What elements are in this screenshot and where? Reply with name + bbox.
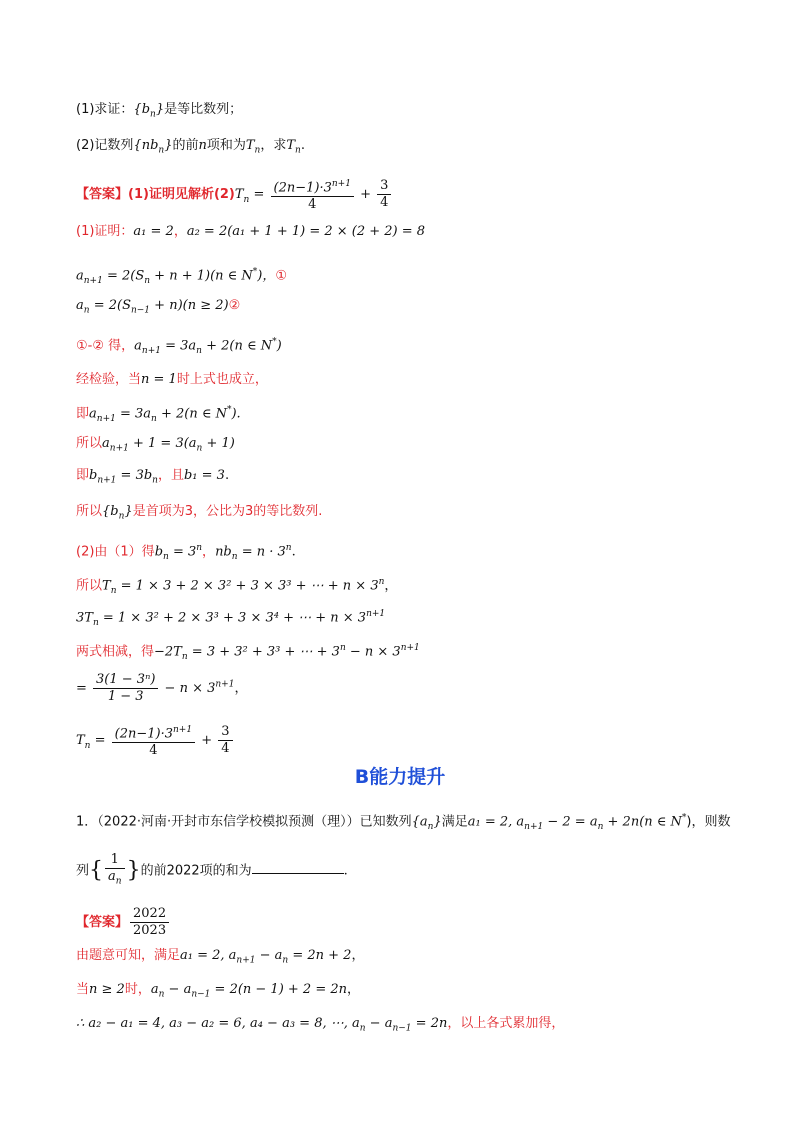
answer-2-fraction: $\frac{2022}{2023}$ — [130, 906, 169, 939]
q1-label: (1)求证： — [76, 102, 134, 117]
solution-part2-step-5: = $\frac{\text{3(1 − 3ⁿ)}}{1 - 3}$ − $n \times 3^{n+1}$， — [76, 672, 248, 704]
solution-step-9: 所以$\{b_n\}$是首项为3，公比为3的等比数列. — [76, 504, 323, 522]
solution-part2-result: $T_n$ = $\frac{(2n-1)\cdot 3^{n+1}}{4}$ + $\frac{3}{4}$ — [76, 722, 235, 759]
solution-step-3: $a_n = 2(S_{n-1} + n)(n$ ≥ 2)② — [76, 298, 241, 316]
problem-1-line-1: 1．（2022·河南·开封市东信学校模拟预测（理））已知数列$\{a_n\}$满足a₁ = 2, $a_{n+1} - 2 = a_n + 2n(n$ ∈ N*)，则数 — [76, 813, 731, 832]
solution-part2-step-3: $3T_n = 1 \times 3^2 + 2 \times 3^3 + 3 \times 3^4$ + ⋯ + $n \times 3^{n+1}$ — [76, 609, 386, 628]
solution-2-step-3: ∴ a₂ − a₁ = 4, a₃ − a₂ = 6, a₄ − a₃ = 8, ⋯, $a_n - a_{n-1} = 2n$，以上各式累加得， — [76, 1016, 565, 1034]
solution-2-step-2: 当n ≥ 2时，$a_n - a_{n-1} = 2(n - 1) + 2 = 2n$， — [76, 982, 361, 1000]
solution-2-step-1: 由题意可知，满足a₁ = 2, $a_{n+1} - a_n = 2n + 2$， — [76, 948, 365, 966]
problem-1-line-2: 列{ $\frac{1}{a_n}$ }的前2022项的和为 . — [76, 852, 348, 890]
solution-part2-step-2: 所以$T_n = 1 \times 3 + 2 \times 3^2 + 3 \times 3^3$ + ⋯ + $n \times 3^n$， — [76, 577, 398, 596]
question-part-1: (1)求证：$\{b_n\}$是等比数列； — [76, 102, 243, 120]
solution-part2-step-4: 两式相减，得$-2T_n = 3 + 3^2 + 3^3$ + ⋯ + $3^n - n \times 3^{n+1}$ — [76, 643, 420, 662]
answer-label: 【答案】 — [76, 187, 129, 203]
solution-step-2: $a_{n+1} = 2(S_n + n + 1)(n$ ∈ N*)，① — [76, 267, 288, 286]
solution-step-5: 经检验，当n = 1时上式也成立， — [76, 372, 268, 387]
solution-step-6: 即$a_{n+1} = 3a_n + 2(n$ ∈ N*). — [76, 405, 241, 424]
result-fraction: $\frac{(2n-1)\cdot 3^{n+1}}{4}$ — [112, 722, 195, 759]
answer-2: 【答案】 $\frac{2022}{2023}$ — [76, 906, 171, 939]
reciprocal-fraction: $\frac{1}{a_n}$ — [105, 852, 125, 890]
solution-step-8: 即$b_{n+1} = 3b_n$，且b₁ = 3. — [76, 468, 230, 486]
solution-step-4: ①-② 得，$a_{n+1} = 3a_n + 2(n$ ∈ N*) — [76, 337, 282, 356]
answer-blank[interactable] — [252, 859, 344, 874]
section-title: B能力提升 — [354, 766, 446, 788]
question-part-2: (2)记数列$\{nb_n\}$的前n项和为$T_n$，求$T_n$. — [76, 138, 305, 156]
answer-fraction: $\frac{(2n-1)\cdot 3^{n+1}}{4}$ — [271, 176, 354, 213]
sum-fraction: $\frac{\text{3(1 − 3ⁿ)}}{1 - 3}$ — [93, 672, 158, 705]
solution-step-7: 所以$a_{n+1} + 1 = 3(a_n + 1)$ — [76, 436, 235, 454]
answer-line-1: 【答案】(1)证明见解析$(2)T_n$ = $\frac{(2n-1)\cdot 3^{n+1}}{4}$ + $\frac{3}{4}$ — [76, 176, 393, 213]
solution-step-1: (1)证明：a₁ = 2，a₂ = 2(a₁ + 1 + 1) = 2 × (2 + 2) = 8 — [76, 224, 426, 239]
solution-part2-step-1: (2)由（1）得$b_n = 3^n$，$nb_n = n \cdot 3^n$. — [76, 543, 296, 562]
